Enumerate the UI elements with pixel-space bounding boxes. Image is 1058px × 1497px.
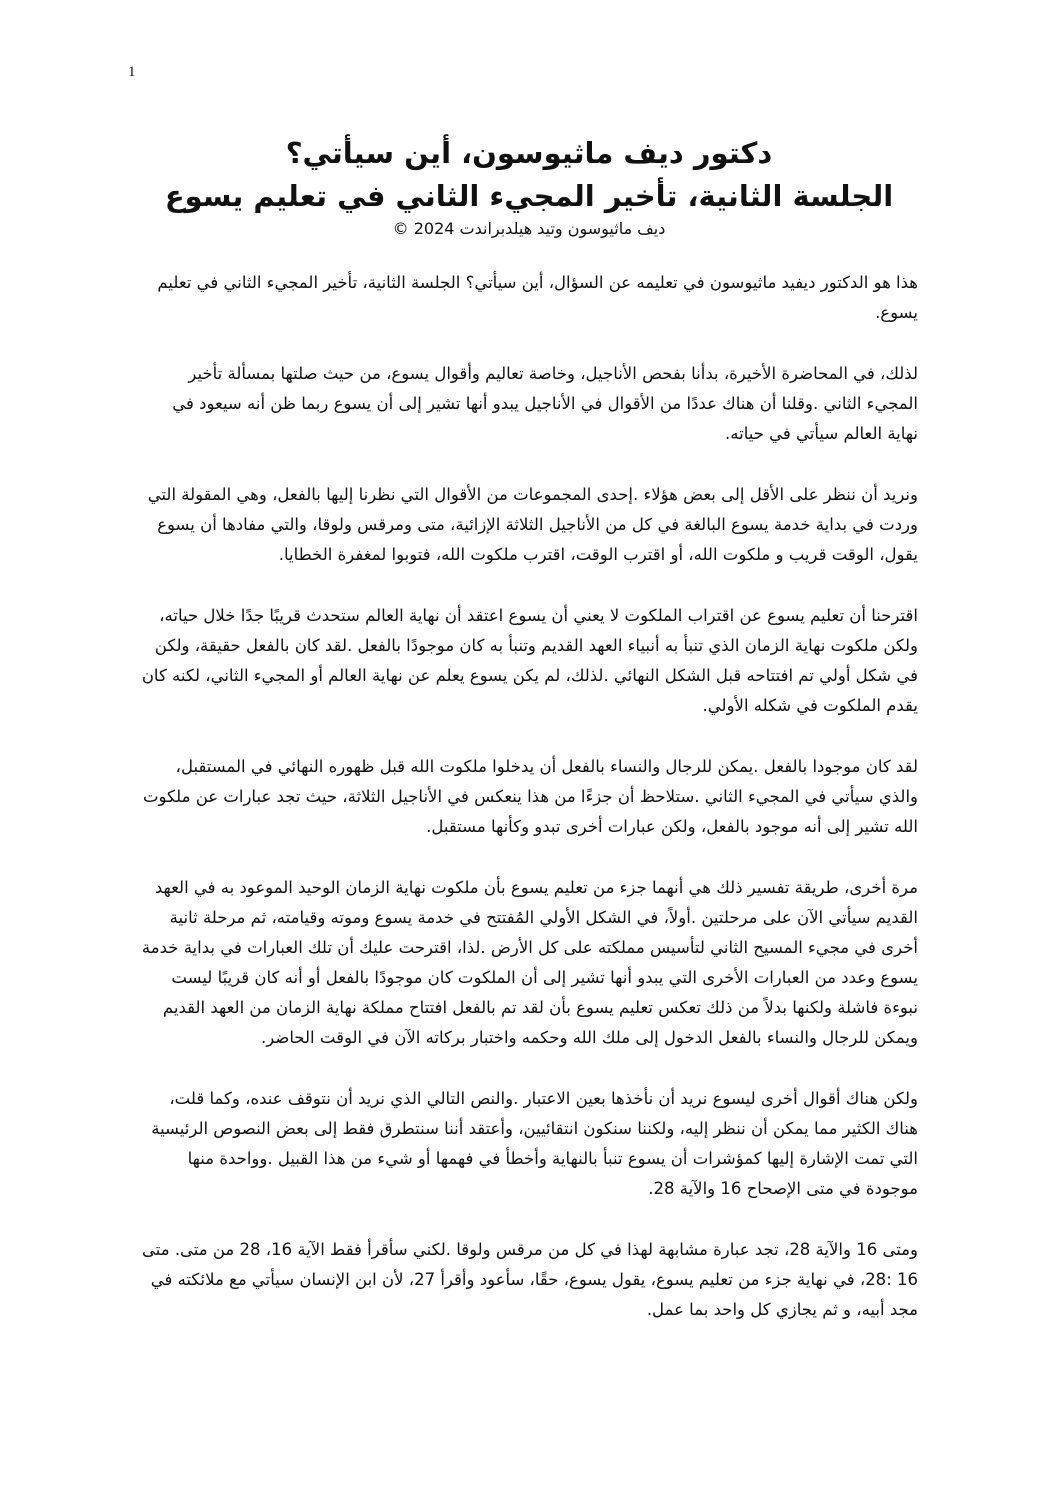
paragraph: لذلك، في المحاضرة الأخيرة، بدأنا بفحص الأناجيل، وخاصة تعاليم وأقوال يسوع، من حيث صلتها بمسألة تأخير المجيء الثاني .وقلنا أن هناك عددًا من الأقوال في الأناجيل يبدو أنها تشير إلى أن يسوع ربما ظن أنه سيعود في نهاية العالم سيأتي في حياته. <box>172 364 918 443</box>
copyright-line: ديف ماثيوسون وتيد هيلدبراندت 2024 © <box>392 219 666 238</box>
paragraph: ومتى 16 والآية 28، تجد عبارة مشابهة لهذا في كل من مرقس ولوقا .لكني سأقرأ فقط الآية 16، 28 من متى. متى 16 :28، في نهاية جزء من تعليم يسوع، يقول يسوع، حقًا، سأعود وأقرأ 27، لأن ابن الإنسان سيأتي مع ملائكته في مجد أبيه، و ثم يجازي كل واحد بما عمل. <box>142 1240 918 1319</box>
paragraph: ونريد أن ننظر على الأقل إلى بعض هؤلاء .إحدى المجموعات من الأقوال التي نظرنا إليها بالفعل، وهي المقولة التي وردت في بداية خدمة يسوع البالغة في كل من الأناجيل الثلاثة الإزائية، متى ومرقس ولوقا، والتي مفادها أن يسوع يقول، الوقت قريب و ملكوت الله، أو اقترب الوقت، اقترب ملكوت الله، فتوبوا لمغفرة الخطايا. <box>147 485 918 564</box>
title-line-2: الجلسة الثانية، تأخير المجيء الثاني في تعليم يسوع <box>164 179 894 213</box>
document-body <box>140 268 918 1356</box>
document-header <box>120 132 938 240</box>
paragraph: ولكن هناك أقوال أخرى ليسوع نريد أن نأخذها بعين الاعتبار .والنص التالي الذي نريد أن نتوقف عنده، وكما قلت، هناك الكثير مما يمكن أن ننظر إليه، ولكننا سنكون انتقائيين، وأعتقد أننا سنتطرق فقط إلى بعض النصوص الرئيسية التي تمت الإشارة إليها كمؤشرات أن يسوع تنبأ بالنهاية وأخطأ في فهمها أو شيء من هذا القبيل .وواحدة منها موجودة في متى الإصحاح 16 والآية 28. <box>151 1089 918 1198</box>
paragraph: هذا هو الدكتور ديفيد ماثيوسون في تعليمه عن السؤال، أين سيأتي؟ الجلسة الثانية، تأخير المجيء الثاني في تعليم يسوع. <box>157 273 918 322</box>
paragraph: اقترحنا أن تعليم يسوع عن اقتراب الملكوت لا يعني أن يسوع اعتقد أن نهاية العالم ستحدث قريبًا جدًا خلال حياته، ولكن ملكوت نهاية الزمان الذي تنبأ به أنبياء العهد القديم وتنبأ به كان موجودًا بالفعل .لقد كان بالفعل حقيقة، ولكن في شكل أولي تم افتتاحه قبل الشكل النهائي .لذلك، لم يكن يسوع يعلم عن نهاية العالم أو المجيء الثاني، لكنه كان يقدم الملكوت في شكله الأولي. <box>141 606 918 715</box>
paragraph: لقد كان موجودا بالفعل .يمكن للرجال والنساء بالفعل أن يدخلوا ملكوت الله قبل ظهوره النهائي في المستقبل، والذي سيأتي في المجيء الثاني .ستلاحظ أن جزءًا من هذا ينعكس في الأناجيل الثلاثة، حيث تجد عبارات عن ملكوت الله تشير إلى أنه موجود بالفعل، ولكن عبارات أخرى تبدو وكأنها مستقبل. <box>142 757 918 836</box>
page-number: 1 <box>128 64 136 80</box>
paragraph: مرة أخرى، طريقة تفسير ذلك هي أنهما جزء من تعليم يسوع بأن ملكوت نهاية الزمان الوحيد الموعود به في العهد القديم سيأتي الآن على مرحلتين .أولاً، في الشكل الأولي المُفتتح في خدمة يسوع وموته وقيامته، ثم مرحلة ثانية أخرى في مجيء المسيح الثاني لتأسيس مملكته على كل الأرض .لذا، اقترحت عليك أن تلك العبارات في بداية خدمة يسوع وعدد من العبارات الأخرى التي يبدو أنها تشير إلى أن الملكوت كان موجودًا بالفعل أو أنه كان قريبًا ليست نبوءة فاشلة ولكنها بدلاً من ذلك تعكس تعليم يسوع بأن لقد تم بالفعل افتتاح مملكة نهاية الزمان من العهد القديم ويمكن للرجال والنساء بالفعل الدخول إلى ملك الله وحكمه واختبار بركاته الآن في الوقت الحاضر. <box>141 878 918 1047</box>
title-line-1: دكتور ديف ماثيوسون، أين سيأتي؟ <box>285 136 773 170</box>
